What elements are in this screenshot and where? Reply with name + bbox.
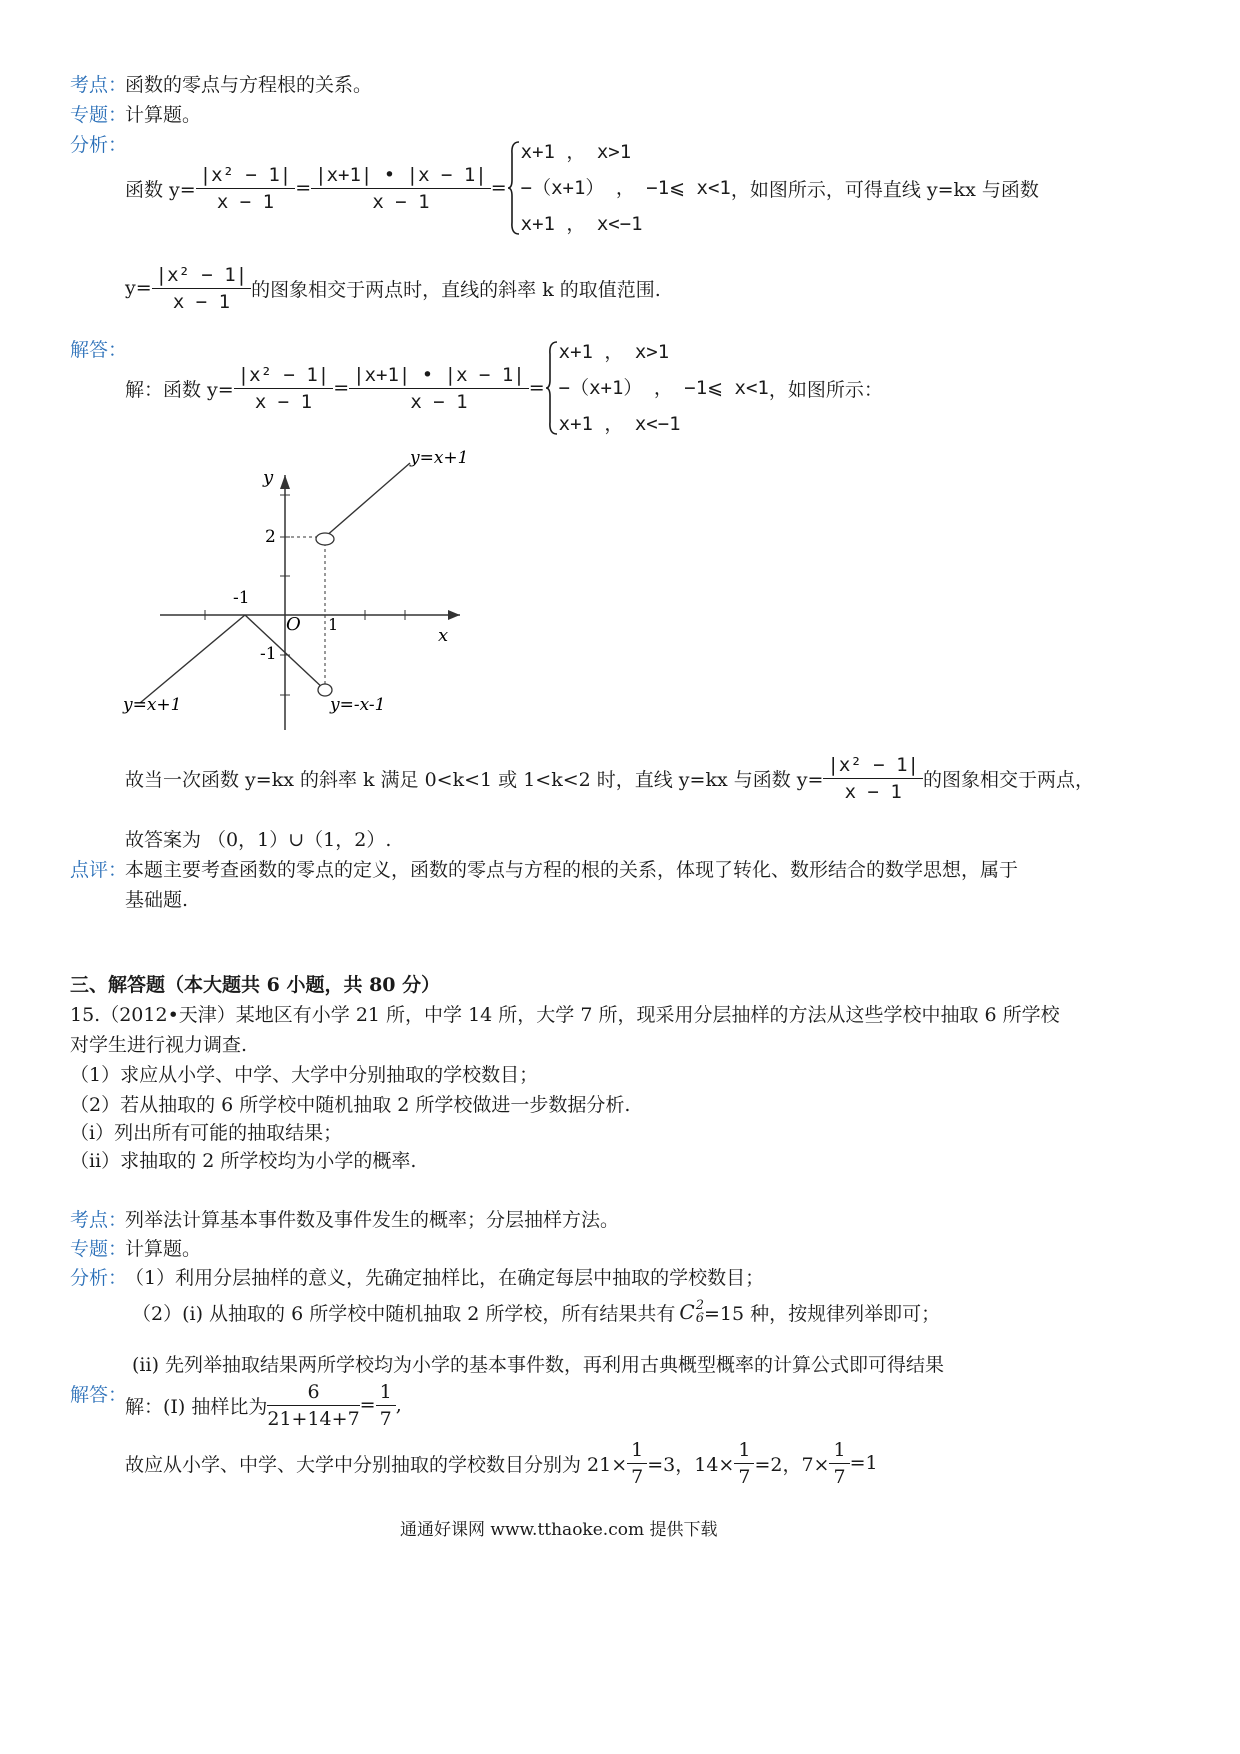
tick-label-1: 1 <box>328 615 339 634</box>
q14-kaodian: 函数的零点与方程根的关系。 <box>125 74 373 96</box>
label-fenxi-q15: 分析： <box>70 1267 128 1289</box>
label-zhuanti: 专题： <box>70 104 128 126</box>
fraction-one-seventh: $\frac{1}{7}$ <box>376 1381 396 1430</box>
q15-result: 故应从小学、中学、大学中分别抽取的学校数目分别为 21× $\frac{1}{7}$ =3，14× $\frac{1}{7}$ =2，7× $\frac{1}{7}$ =1 <box>125 1438 878 1488</box>
label-kaodian-q15: 考点： <box>70 1209 128 1231</box>
q14-zhuanti: 计算题。 <box>125 104 202 126</box>
function-graph <box>120 445 520 745</box>
q14-fenxi-line2: y= $\frac{\text{|x² − 1|}}{x - 1}$ 的图象相交于两点时，直线的斜率 k 的取值范围. <box>125 263 661 313</box>
line-y-eq-x-plus-1-right <box>325 463 410 537</box>
q14-jieda-line: 解：函数 y= $\frac{\text{|x² − 1|}}{x - 1}$ = $\frac{|x+1| • |x - 1|}{x - 1}$ = x+1 ， x>1 −（x+1） ， −1⩽ x<1 x+1 ， x<−1 ，如图所示： <box>125 340 883 436</box>
section-title: 三、解答题（本大题共 6 小题，共 80 分） <box>70 974 441 996</box>
y-axis-label: y <box>263 467 274 488</box>
fraction-one-seventh: $\frac{1}{7}$ <box>829 1439 849 1488</box>
q15-fenxi-2: （2）(i) 从抽取的 6 所学校中随机抽取 2 所学校，所有结果共有 C 2 6 =15 种，按规律列举即可； <box>132 1298 941 1326</box>
q15-kaodian: 列举法计算基本事件数及事件发生的概率；分层抽样方法。 <box>125 1209 620 1231</box>
label-fenxi: 分析： <box>70 134 128 156</box>
q14-dianping-2: 基础题. <box>125 889 189 911</box>
fraction-one-seventh: $\frac{1}{7}$ <box>734 1439 754 1488</box>
piecewise-cases-2: x+1 ， x>1 −（x+1） ， −1⩽ x<1 x+1 ， x<−1 <box>558 341 769 435</box>
origin-label: O <box>286 614 301 635</box>
page-footer: 通通好课网 www.tthaoke.com 提供下载 <box>400 1520 718 1540</box>
fraction-abs-x2-4: $\frac{\text{|x² − 1|}}{x - 1}$ <box>823 754 923 803</box>
fraction-abs-x2-2: $\frac{\text{|x² − 1|}}{x - 1}$ <box>152 264 252 313</box>
q15-fenxi-3: (ii) 先列举抽取结果两所学校均为小学的基本事件数，再利用古典概型概率的计算公式即可得结果 <box>132 1354 945 1376</box>
q15-zhuanti: 计算题。 <box>125 1238 202 1260</box>
fraction-abs-x2: $\frac{\text{|x² − 1|}}{x - 1}$ <box>196 164 296 213</box>
label-zhuanti-q15: 专题： <box>70 1238 128 1260</box>
q15-stem-2: 对学生进行视力调查. <box>70 1034 248 1056</box>
fraction-one-seventh: $\frac{1}{7}$ <box>627 1439 647 1488</box>
label-y-x-plus-1-up: y=x+1 <box>410 448 469 468</box>
combination-c62: C 2 6 <box>679 1298 704 1326</box>
q14-answer: 故答案为 （0，1）∪（1，2）. <box>125 829 392 851</box>
piecewise-cases: x+1 ， x>1 −（x+1） ， −1⩽ x<1 x+1 ， x<−1 <box>520 141 731 235</box>
tick-label-2: 2 <box>265 527 276 547</box>
tick-label-neg1-y: -1 <box>260 644 277 664</box>
fraction-sampling: $\frac{6}{21+14+7}$ <box>267 1380 360 1430</box>
q15-fenxi-1: （1）利用分层抽样的意义，先确定抽样比，在确定每层中抽取的学校数目； <box>125 1267 765 1289</box>
q15-part2i: （ⅰ）列出所有可能的抽取结果； <box>70 1122 343 1144</box>
line-y-eq-x-plus-1-left <box>140 615 245 703</box>
left-brace-icon <box>545 340 559 436</box>
label-y-x-plus-1-left: y=x+1 <box>123 695 182 715</box>
q15-part2: （2）若从抽取的 6 所学校中随机抽取 2 所学校做进一步数据分析. <box>70 1094 631 1116</box>
label-y-neg-x-minus-1: y=-x-1 <box>330 695 386 715</box>
x-axis-arrow-icon <box>448 610 460 620</box>
q14-dianping-1: 本题主要考查函数的零点的定义，函数的零点与方程的根的关系，体现了转化、数形结合的数学思想，属于 <box>125 859 1019 881</box>
fraction-product-2: $\frac{|x+1| • |x - 1|}{x - 1}$ <box>349 364 529 413</box>
q14-fenxi-line1: 函数 y= $\frac{\text{|x² − 1|}}{x - 1}$ = $\frac{|x+1| • |x - 1|}{x - 1}$ = x+1 ， x>1 −（x+1） ， −1⩽ x<1 x+1 ， x<−1 ，如图所示，可得直线 y=kx 与函数 <box>125 140 1039 236</box>
tick-label-neg1-x: -1 <box>233 588 250 608</box>
q14-fenxi-prefix: 函数 y= <box>125 178 196 201</box>
y-axis-arrow-icon <box>280 475 290 489</box>
open-circle-icon <box>316 533 334 545</box>
fraction-abs-x2-3: $\frac{\text{|x² − 1|}}{x - 1}$ <box>234 364 334 413</box>
left-brace-icon <box>507 140 521 236</box>
label-jieda-q15: 解答： <box>70 1384 128 1406</box>
label-kaodian: 考点： <box>70 74 128 96</box>
q15-part1: （1）求应从小学、中学、大学中分别抽取的学校数目； <box>70 1064 539 1086</box>
q15-stem-1: 15.（2012•天津）某地区有小学 21 所，中学 14 所，大学 7 所，现采用分层抽样的方法从这些学校中抽取 6 所学校 <box>70 1004 1060 1026</box>
x-axis-label: x <box>438 625 449 646</box>
q15-part2ii: （ⅱ）求抽取的 2 所学校均为小学的概率. <box>70 1150 417 1172</box>
fraction-product: $\frac{|x+1| • |x - 1|}{x - 1}$ <box>311 164 491 213</box>
q14-conclusion: 故当一次函数 y=kx 的斜率 k 满足 0<k<1 或 1<k<2 时，直线 y=kx 与函数 y= $\frac{\text{|x² − 1|}}{x - 1}$ 的图象相交于两点， <box>125 753 1094 803</box>
label-dianping: 点评： <box>70 859 128 881</box>
label-jieda: 解答： <box>70 339 128 361</box>
q15-jieda-1: 解：(I) 抽样比为 $\frac{6}{21+14+7}$ = $\frac{1}{7}$ , <box>125 1380 402 1430</box>
